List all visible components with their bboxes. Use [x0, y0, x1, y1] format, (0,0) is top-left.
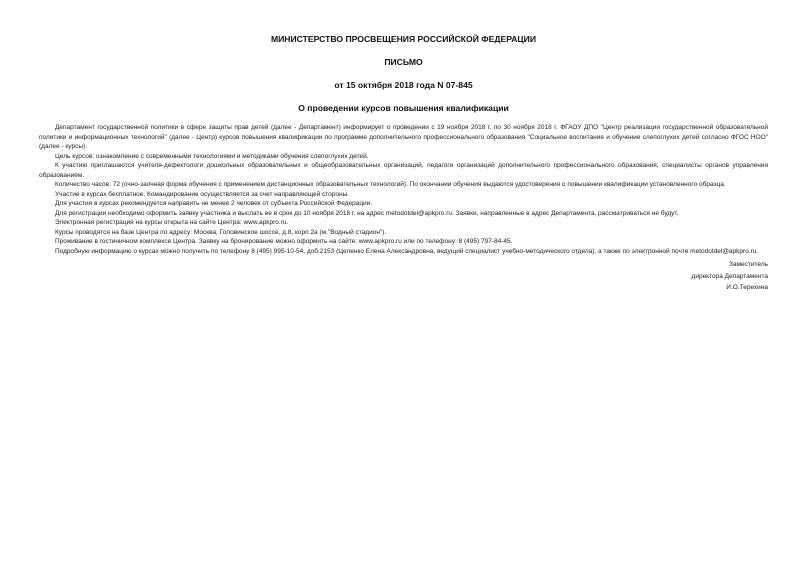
paragraph-delegation: Для участия в курсах рекомендуется направить не менее 2 человек от субъекта Российской Федерации.	[55, 200, 373, 207]
subject-heading: О проведении курсов повышения квалификации	[298, 103, 509, 113]
paragraph-online-registration: Электронная регистрация на курсы открыта на сайте Центра: www.apkpro.ru.	[55, 219, 289, 226]
signature-name: И.О.Терехина	[726, 284, 768, 291]
paragraph-registration: Для регистрации необходимо оформить заявку участника и выслать ее в срок до 10 ноября 2018 г. на адрес metodotdel@apkpro.ru. Заявки, направленные в адрес Департамента, рассматриваться не будут.	[55, 209, 679, 217]
signature-block	[39, 259, 768, 294]
paragraph-contacts: Подробную информацию о курсах можно получить по телефону 8 (495) 995-10-54, доб.2153 (Целенко Елена Александровна, ведущий специалист учебно-методического отдела), а также по электронной почте metodotdel@apkpro.ru.	[55, 247, 759, 255]
letter-body	[39, 123, 768, 256]
paragraph-cost: Участие в курсах бесплатное. Командирование осуществляется за счет направляющей стороны.	[55, 190, 350, 198]
paragraph-accommodation: Проживание в гостиничном комплексе Центра. Заявку на бронирование можно оформить на сайте: www.apkpro.ru или по телефону: 8 (495) 797-84-45.	[55, 238, 513, 245]
date-number-heading: от 15 октября 2018 года N 07-845	[334, 80, 473, 90]
signature-department: директора Департамента	[691, 272, 768, 280]
paragraph-participants: К участию приглашаются учителя-дефектологи дошкольных образовательных и общеобразовательных организаций, педагоги организаций дополнительного профессионального образования, специалисты органов управления образованием.	[39, 162, 768, 179]
paragraph-goal: Цель курсов: ознакомление с современными технологиями и методиками обучения слепоглухих детей.	[55, 152, 369, 160]
paragraph-intro: Департамент государственной политики в сфере защиты прав детей (далее - Департамент) информирует о проведении с 19 ноября 2018 г. по 30 ноября 2018 г. ФГАОУ ДПО "Центр реализации государственной образовательной политики и информационных технологий" (далее - Центр) курсов повышения квалификации по программе дополнительного профессионального образования "Социальное воспитание и обучение слепоглухих детей согласно ФГОС НОО" (далее - курсы).	[39, 124, 768, 150]
document-type-heading: ПИСЬМО	[384, 57, 423, 67]
paragraph-address: Курсы проводятся на базе Центра по адресу: Москва, Головинское шоссе, д.8, корп.2а (м."Водный стадион").	[55, 228, 387, 236]
paragraph-hours: Количество часов: 72 (очно-заочная форма обучения с применением дистанционных образовательных технологий). По окончании обучения выдаются удостоверения о повышении квалификации установленного образца.	[55, 181, 726, 188]
signature-position: Заместитель	[729, 261, 768, 268]
ministry-heading: МИНИСТЕРСТВО ПРОСВЕЩЕНИЯ РОССИЙСКОЙ ФЕДЕРАЦИИ	[270, 34, 537, 44]
